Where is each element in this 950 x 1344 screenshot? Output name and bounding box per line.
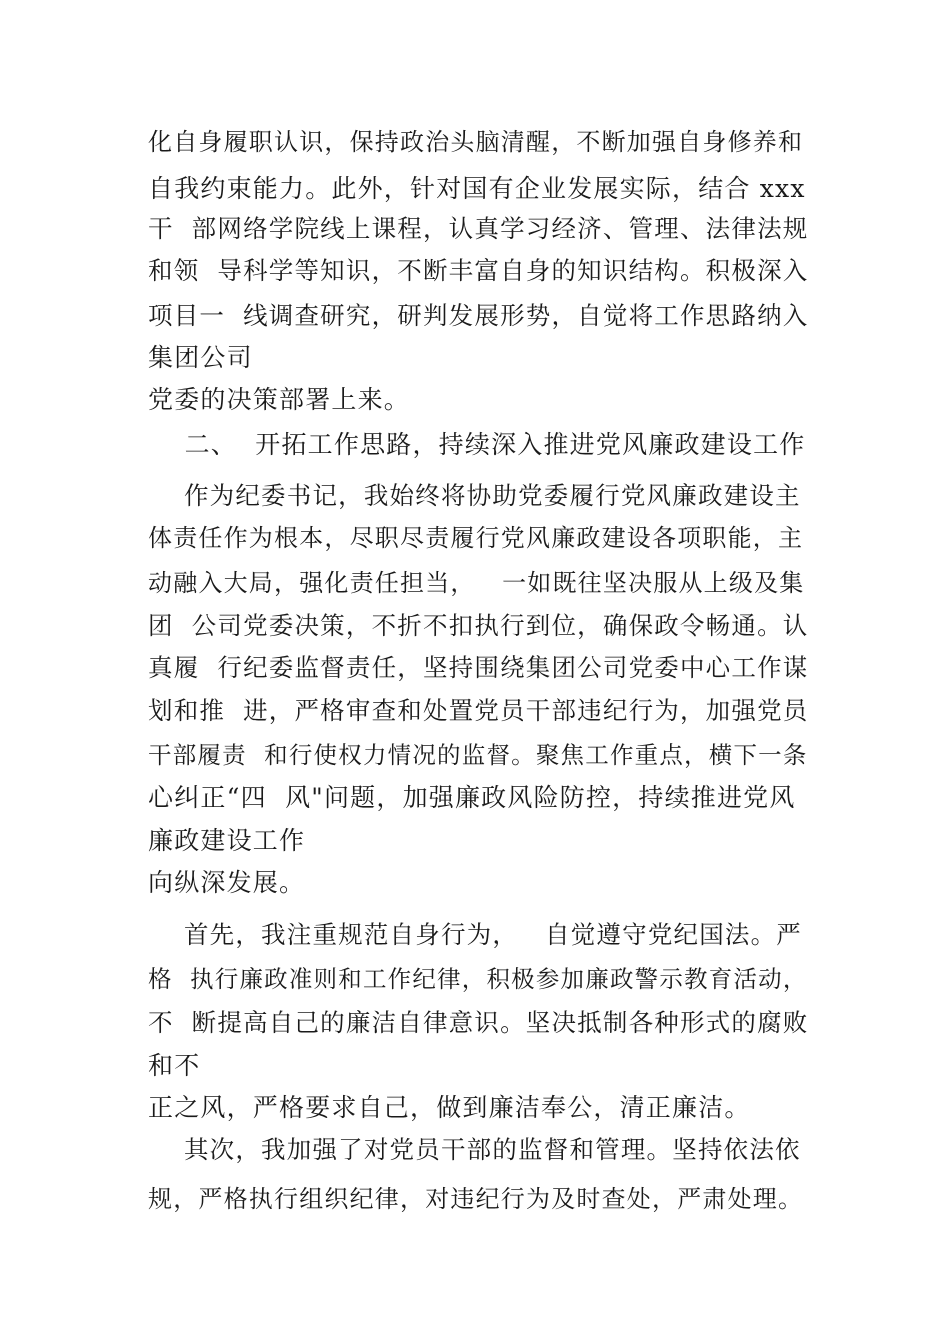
text-line: 项目一 线调查研究，研判发展形势，自觉将工作思路纳入 (148, 301, 809, 330)
text-line: 自我约束能力。此外，针对国有企业发展实际，结合 xxx (148, 174, 806, 203)
text-line: 其次，我加强了对党员干部的监督和管理。坚持依法依 (148, 1135, 801, 1164)
text-line: 团 公司党委决策，不折不扣执行到位，确保政令畅通。认 (148, 611, 809, 640)
text-line: 首先，我注重规范自身行为， 自觉遵守党纪国法。严 (148, 920, 803, 949)
text-line: 党委的决策部署上来。 (148, 385, 411, 414)
text-line: 廉政建设工作 (148, 826, 306, 855)
text-line: 干 部网络学院线上课程，认真学习经济、管理、法律法规 (148, 214, 809, 243)
text-line: 不 断提高自己的廉洁自律意识。坚决抵制各种形式的腐败 (148, 1008, 809, 1037)
text-line: 划和推 进，严格审查和处置党员干部违纪行为，加强党员 (148, 696, 809, 725)
text-line: 体责任作为根本，尽职尽责履行党风廉政建设各项职能，主 (148, 524, 804, 552)
text-line: 真履 行纪委监督责任，坚持围绕集团公司党委中心工作谋 (148, 653, 809, 682)
text-line: 集团公司 (148, 343, 253, 372)
text-line: 规，严格执行组织纪律，对违纪行为及时查处，严肃处理。 (148, 1185, 804, 1213)
text-line: 正之风，严格要求自己，做到廉洁奉公，清正廉洁。 (148, 1093, 751, 1122)
text-line: 动融入大局，强化责任担当， 一如既往坚决服从上级及集 (148, 569, 805, 597)
text-line: 作为纪委书记，我始终将协助党委履行党风廉政建设主 (148, 481, 801, 510)
text-line: 化自身履职认识，保持政治头脑清醒，不断加强自身修养和 (148, 128, 804, 156)
text-line: 格 执行廉政准则和工作纪律，积极参加廉政警示教育活动， (148, 965, 808, 993)
section-heading: 二、 开拓工作思路，持续深入推进党风廉政建设工作 (148, 430, 806, 459)
text-line: 向纵深发展。 (148, 868, 306, 897)
text-line: 心纠正“四 风"问题，加强廉政风险防控，持续推进党风 (148, 783, 796, 812)
text-line: 和领 导科学等知识，不断丰富自身的知识结构。积极深入 (148, 256, 809, 285)
text-line: 和不 (148, 1051, 201, 1080)
text-line: 干部履责 和行使权力情况的监督。聚焦工作重点，横下一条 (148, 741, 808, 769)
